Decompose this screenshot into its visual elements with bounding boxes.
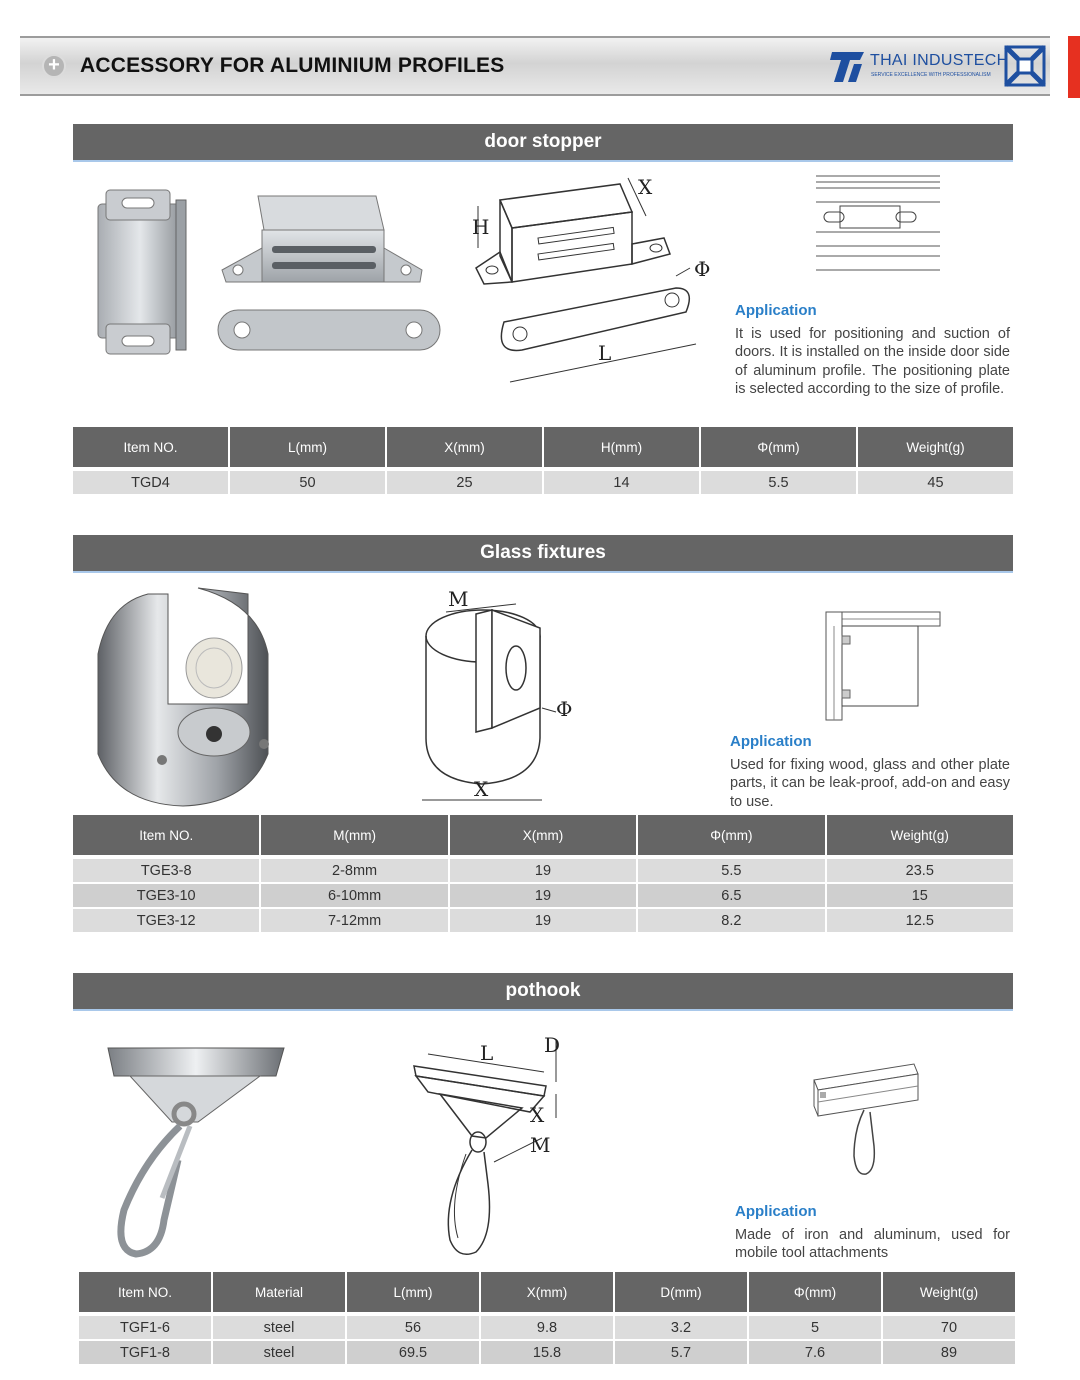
door-stopper-application <box>735 302 1010 399</box>
table-header: Φ(mm) <box>701 427 856 471</box>
table-cell: 7.6 <box>749 1341 881 1366</box>
table-header: X(mm) <box>481 1272 613 1316</box>
table-row <box>79 1341 1015 1366</box>
table-header: Item NO. <box>79 1272 211 1316</box>
glass-fixture-drawing <box>416 588 596 808</box>
table-cell: 9.8 <box>481 1316 613 1341</box>
table-cell: 5 <box>749 1316 881 1341</box>
profile-cross-icon <box>1004 45 1046 87</box>
table-header: Φ(mm) <box>749 1272 881 1316</box>
table-cell: 6.5 <box>638 884 824 909</box>
pothook-dim-m: M <box>530 1133 551 1157</box>
pothook-application <box>735 1203 1010 1263</box>
table-cell: TGE3-8 <box>73 859 259 884</box>
glass-fixtures-application <box>730 733 1010 811</box>
table-header: Item NO. <box>73 427 228 471</box>
table-row <box>73 884 1013 909</box>
company-logo <box>826 44 1048 90</box>
door-stopper-photo-front <box>216 190 446 360</box>
pothook-dim-l: L <box>480 1041 494 1065</box>
door-stopper-install-sketch <box>816 172 942 272</box>
glass-fixtures-spec-table <box>71 815 1015 934</box>
ti-logo-icon <box>828 48 872 88</box>
table-cell: TGE3-12 <box>73 909 259 934</box>
table-header: D(mm) <box>615 1272 747 1316</box>
table-cell: TGE3-10 <box>73 884 259 909</box>
pothook-photo <box>100 1040 290 1260</box>
door-stopper-application-text: It is used for positioning and suction of doors. It is installed on the inside door side of aluminum profile. The positioning plate is selected according to the size of profile. <box>735 325 1010 397</box>
table-cell: 15.8 <box>481 1341 613 1366</box>
table-cell: steel <box>213 1341 345 1366</box>
table-cell: 7-12mm <box>261 909 447 934</box>
logo-name: THAI INDUSTECH <box>870 52 1009 69</box>
table-cell: 19 <box>450 909 636 934</box>
table-header: Material <box>213 1272 345 1316</box>
table-header: Φ(mm) <box>638 815 824 859</box>
table-header: L(mm) <box>347 1272 479 1316</box>
table-header: H(mm) <box>544 427 699 471</box>
table-cell: 50 <box>230 471 385 496</box>
door-stopper-dim-h: H <box>472 215 490 239</box>
table-header: X(mm) <box>450 815 636 859</box>
logo-tagline: SERVICE EXCELLENCE WITH PROFESSIONALISM <box>871 72 991 78</box>
page-title: ACCESSORY FOR ALUMINIUM PROFILES <box>80 54 505 77</box>
glass-fixture-dim-m: M <box>448 587 469 611</box>
glass-fixture-dim-phi: Φ <box>556 697 573 721</box>
pothook-install-sketch <box>810 1060 922 1180</box>
glass-fixtures-application-title: Application <box>730 733 812 750</box>
door-stopper-application-title: Application <box>735 302 817 319</box>
table-header: Weight(g) <box>883 1272 1015 1316</box>
table-cell: 3.2 <box>615 1316 747 1341</box>
table-cell: 45 <box>858 471 1013 496</box>
table-cell: 25 <box>387 471 542 496</box>
table-header: L(mm) <box>230 427 385 471</box>
table-header: X(mm) <box>387 427 542 471</box>
pothook-dim-d: D <box>544 1033 561 1057</box>
table-cell: 5.7 <box>615 1341 747 1366</box>
table-cell: TGF1-6 <box>79 1316 211 1341</box>
pothook-dim-x: X <box>530 1103 545 1127</box>
table-cell: 6-10mm <box>261 884 447 909</box>
section-title-pothook: pothook <box>73 973 1013 1011</box>
pothook-spec-table <box>77 1272 1017 1366</box>
glass-fixtures-application-text: Used for fixing wood, glass and other plate parts, it can be leak-proof, add-on and easy to use. <box>730 756 1010 810</box>
section-title-glass-fixtures: Glass fixtures <box>73 535 1013 573</box>
table-cell: 70 <box>883 1316 1015 1341</box>
table-cell: 19 <box>450 884 636 909</box>
table-row <box>79 1316 1015 1341</box>
door-stopper-dim-l: L <box>598 341 612 365</box>
table-cell: 12.5 <box>827 909 1013 934</box>
table-cell: 14 <box>544 471 699 496</box>
glass-fixture-install-sketch <box>824 608 944 720</box>
section-title-door-stopper: door stopper <box>73 124 1013 162</box>
table-row <box>73 909 1013 934</box>
table-row <box>73 859 1013 884</box>
pothook-application-text: Made of iron and aluminum, used for mobile tool attachments <box>735 1226 1010 1261</box>
table-header: Weight(g) <box>827 815 1013 859</box>
pothook-application-title: Application <box>735 1203 817 1220</box>
plus-circle-icon: + <box>42 54 66 78</box>
table-row <box>73 471 1013 496</box>
table-cell: 19 <box>450 859 636 884</box>
table-cell: TGD4 <box>73 471 228 496</box>
door-stopper-dim-x: X <box>638 175 653 199</box>
door-stopper-dim-phi: Φ <box>694 257 711 281</box>
table-cell: 2-8mm <box>261 859 447 884</box>
pothook-drawing <box>406 1034 586 1264</box>
glass-fixture-photo <box>88 584 278 814</box>
glass-fixture-dim-x: X <box>474 777 489 801</box>
table-cell: 56 <box>347 1316 479 1341</box>
table-cell: 8.2 <box>638 909 824 934</box>
table-cell: 23.5 <box>827 859 1013 884</box>
accent-red-bar <box>1068 36 1080 98</box>
door-stopper-photo-side <box>94 190 194 390</box>
door-stopper-spec-table <box>71 427 1015 496</box>
page-header <box>20 36 1050 96</box>
table-cell: 5.5 <box>701 471 856 496</box>
table-cell: 5.5 <box>638 859 824 884</box>
table-cell: 89 <box>883 1341 1015 1366</box>
table-cell: TGF1-8 <box>79 1341 211 1366</box>
table-header: M(mm) <box>261 815 447 859</box>
table-cell: 15 <box>827 884 1013 909</box>
door-stopper-drawing <box>464 172 724 392</box>
table-cell: 69.5 <box>347 1341 479 1366</box>
table-header: Weight(g) <box>858 427 1013 471</box>
table-cell: steel <box>213 1316 345 1341</box>
table-header: Item NO. <box>73 815 259 859</box>
